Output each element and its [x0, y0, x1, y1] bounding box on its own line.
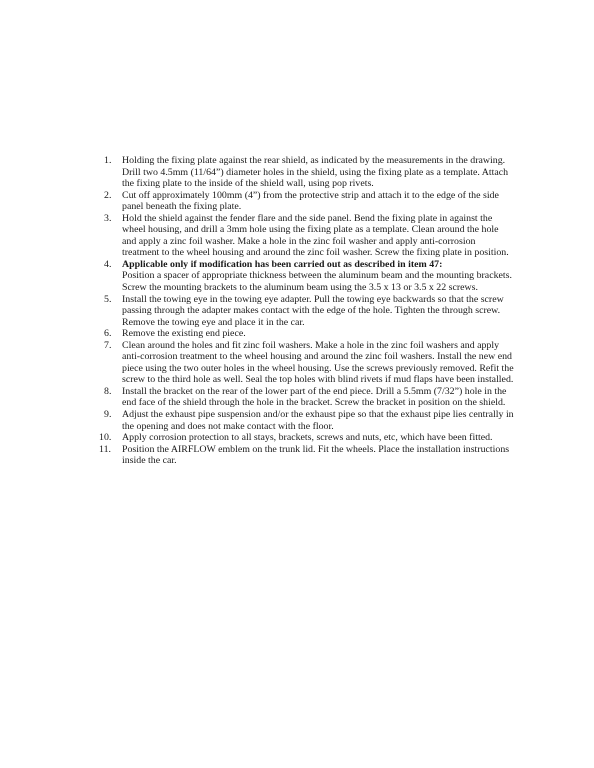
step-number: 7.	[104, 339, 112, 351]
step-text: Cut off approximately 100mm (4”) from the protective strip and attach it to the edge of the side panel beneath the fixing plate.	[122, 189, 499, 213]
step-text: Position the AIRFLOW emblem on the trunk lid. Fit the wheels. Place the installation instructions inside the car.	[122, 443, 510, 467]
step-text: Install the towing eye in the towing eye adapter. Pull the towing eye backwards so that the screw passing through the adapter makes contact with the edge of the hole. Tighten the through screw. Remove the towing eye and place it in the car.	[122, 293, 504, 328]
instruction-step-7	[104, 340, 514, 386]
step-text: Adjust the exhaust pipe suspension and/or the exhaust pipe so that the exhaust pipe lies centrally in the opening and does not make contact with the floor.	[122, 409, 514, 432]
instruction-step-6	[104, 328, 514, 340]
step-number: 9.	[104, 409, 112, 421]
step-text: Apply corrosion protection to all stays, brackets, screws and nuts, etc, which have been fitted.	[122, 432, 493, 444]
instruction-step-1	[104, 155, 514, 190]
step-number: 2.	[104, 189, 112, 201]
step-number: 8.	[104, 385, 112, 397]
step-number: 10.	[99, 432, 112, 444]
instruction-step-8	[104, 386, 514, 409]
step-bold-lead: Applicable only if modification has been carried out as described in item 47:	[122, 258, 443, 270]
step-text-block	[122, 259, 514, 294]
step-text: Remove the existing end piece.	[122, 328, 246, 340]
step-number: 5.	[104, 293, 112, 305]
step-number: 4.	[104, 258, 112, 270]
step-text: Install the bracket on the rear of the lower part of the end piece. Drill a 5.5mm (7/32”) hole in the end face of the shield through the hole in the bracket. Screw the bracket in position on the shield.	[122, 385, 507, 409]
instruction-step-2	[104, 190, 514, 213]
step-text: Clean around the holes and fit zinc foil washers. Make a hole in the zinc foil washers and apply anti-corrosion treatment to the wheel housing and around the zinc foil washers. Install the new end piece using the two outer holes in the wheel housing. Use the screws previously removed. Refit the screw to the third hole as well. Seal the top holes with blind rivets if mud flaps have been installed.	[122, 339, 514, 386]
step-number: 1.	[104, 155, 112, 166]
instruction-step-9	[104, 409, 514, 432]
step-text: Holding the fixing plate against the rear shield, as indicated by the measurements in the drawing. Drill two 4.5mm (11/64”) diameter holes in the shield, using the fixing plate as a template. Attach the fixing plate to the inside of the shield wall, using pop rivets.	[122, 155, 509, 190]
step-text: Position a spacer of appropriate thickness between the aluminum beam and the mounting brackets. Screw the mounting brackets to the aluminum beam using the 3.5 x 13 or 3.5 x 22 screws.	[122, 270, 512, 294]
step-text: Hold the shield against the fender flare and the side panel. Bend the fixing plate in against the wheel housing, and drill a 3mm hole using the fixing plate as a template. Clean around the hole and apply a zinc foil washer. Make a hole in the zinc foil washer and apply anti-corrosion treatment to the wheel housing and around the zinc foil washer. Screw the fixing plate in position.	[122, 212, 509, 259]
step-number: 6.	[104, 328, 112, 340]
step-number: 11.	[99, 443, 111, 455]
instruction-step-4	[104, 259, 514, 294]
instruction-step-11	[99, 443, 514, 467]
step-number: 3.	[104, 212, 112, 224]
instruction-step-10	[99, 432, 514, 444]
instruction-step-5	[104, 294, 514, 329]
instruction-step-3	[104, 213, 514, 259]
instruction-list	[99, 155, 514, 467]
